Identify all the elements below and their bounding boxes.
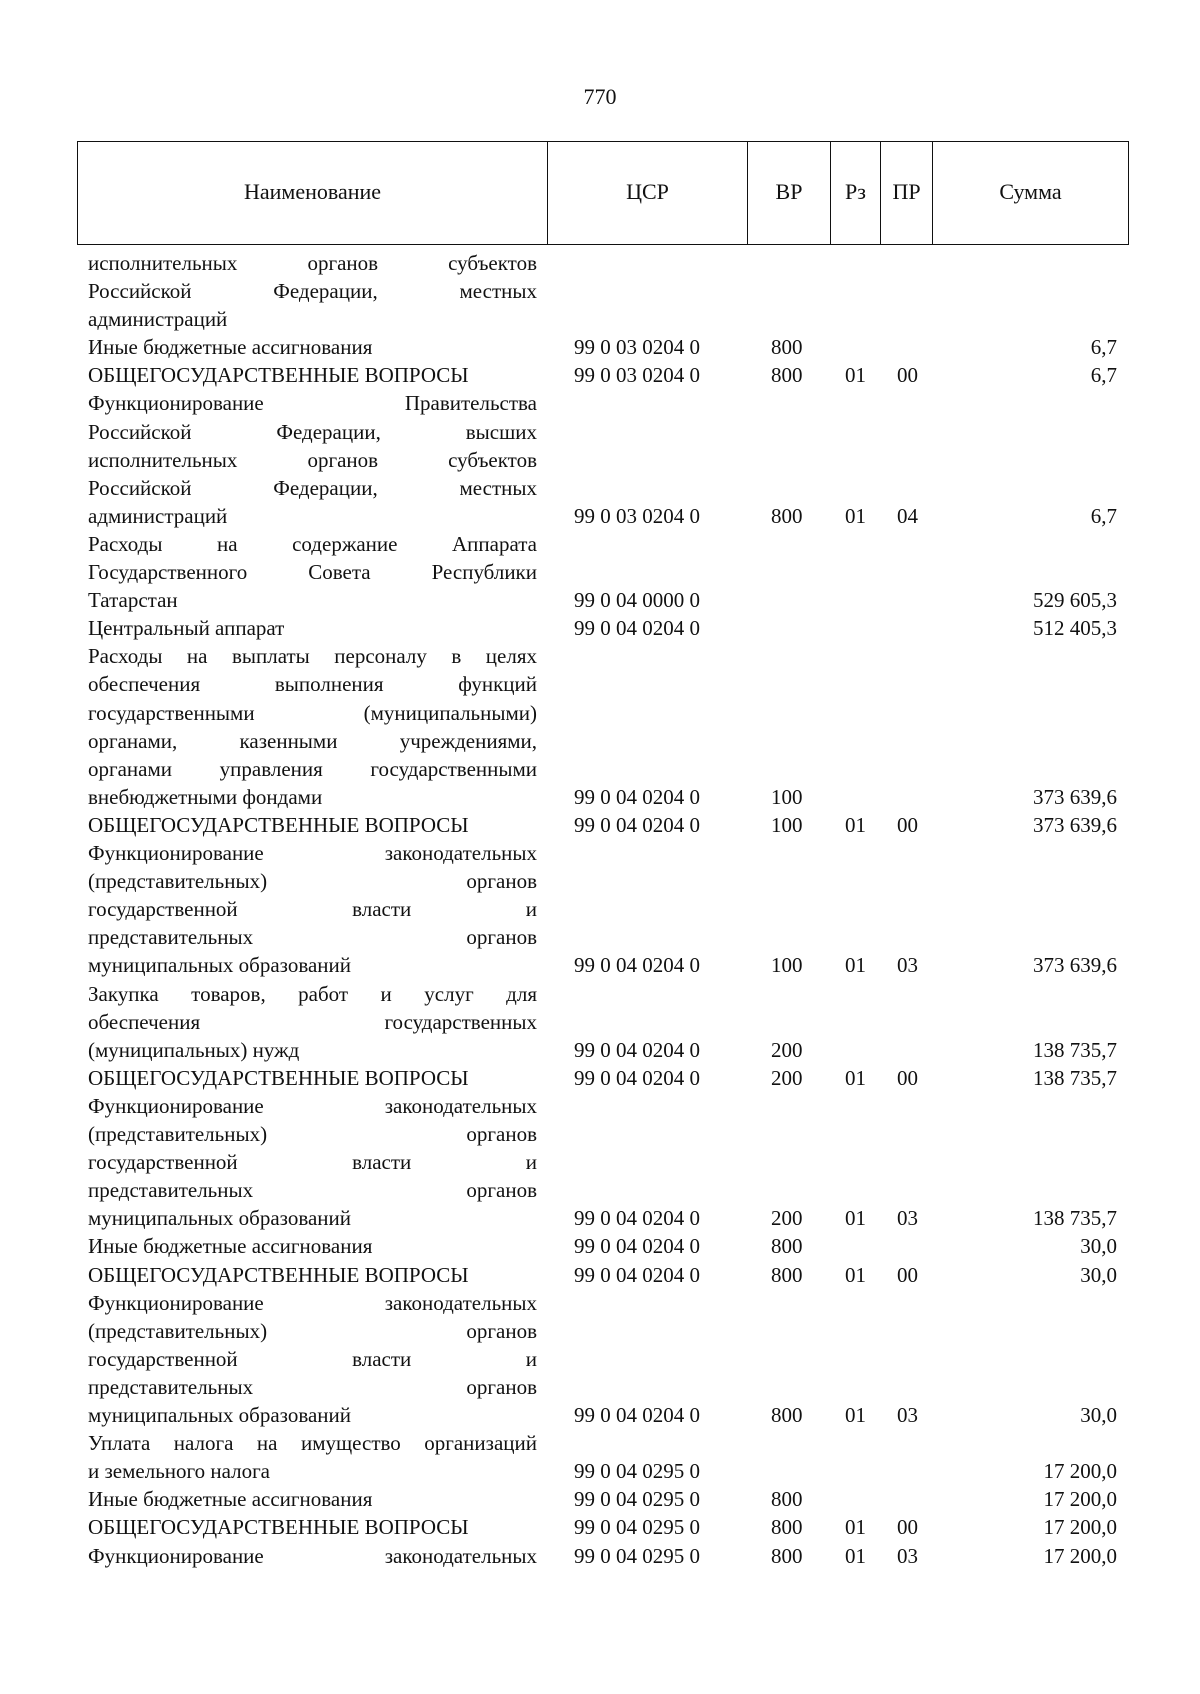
- row-name-line: представительных органов: [88, 1374, 537, 1399]
- row-name-line: Функционирование законодательных: [88, 841, 537, 866]
- row-name-line: администраций: [88, 503, 228, 528]
- row-rz: 01: [845, 1403, 866, 1428]
- row-name: [88, 1429, 537, 1485]
- row-vr: 100: [771, 953, 803, 978]
- row-pr: 00: [897, 363, 918, 388]
- row-rz: 01: [845, 812, 866, 837]
- row-csr: 99 0 04 0204 0: [574, 784, 700, 809]
- row-sum: 373 639,6: [1033, 953, 1117, 978]
- header-name: Наименование: [78, 142, 548, 244]
- row-csr: 99 0 04 0295 0: [574, 1487, 700, 1512]
- row-pr: 03: [897, 1403, 918, 1428]
- row-csr: 99 0 04 0204 0: [574, 1403, 700, 1428]
- row-name: [88, 1092, 537, 1232]
- row-csr: 99 0 03 0204 0: [574, 503, 700, 528]
- row-vr: 800: [771, 1234, 803, 1259]
- row-sum: 373 639,6: [1033, 812, 1117, 837]
- row-name: [88, 614, 537, 642]
- row-name-line: Иные бюджетные ассигнования: [88, 1234, 373, 1259]
- row-name-line: органами, казенными учреждениями,: [88, 728, 537, 753]
- row-rz: 01: [845, 1543, 866, 1568]
- table-row: [0, 1092, 1200, 1233]
- row-sum: 17 200,0: [1043, 1459, 1117, 1484]
- row-sum: 17 200,0: [1043, 1487, 1117, 1512]
- row-name-line: государственными (муниципальными): [88, 700, 537, 725]
- row-name: [88, 333, 537, 361]
- row-vr: 100: [771, 812, 803, 837]
- row-name-line: муниципальных образований: [88, 1206, 351, 1231]
- row-sum: 138 735,7: [1033, 1206, 1117, 1231]
- row-sum: 512 405,3: [1033, 616, 1117, 641]
- row-sum: 6,7: [1090, 503, 1117, 528]
- row-name: [88, 980, 537, 1064]
- row-rz: 01: [845, 1065, 866, 1090]
- row-name-line: Центральный аппарат: [88, 616, 285, 641]
- row-name: [88, 811, 537, 839]
- row-name: [88, 1232, 537, 1260]
- table-row: [0, 614, 1200, 642]
- table-row: [0, 1542, 1200, 1570]
- row-vr: 800: [771, 503, 803, 528]
- table-row: [0, 811, 1200, 839]
- row-sum: 529 605,3: [1033, 588, 1117, 613]
- row-rz: 01: [845, 953, 866, 978]
- row-name: [88, 361, 537, 389]
- row-name: [88, 1485, 537, 1513]
- table-row: [0, 642, 1200, 811]
- row-name-line: ОБЩЕГОСУДАРСТВЕННЫЕ ВОПРОСЫ: [88, 363, 469, 388]
- row-name: [88, 642, 537, 811]
- row-name-line: (представительных) органов: [88, 869, 537, 894]
- row-name-line: муниципальных образований: [88, 1403, 351, 1428]
- header-sum: Сумма: [999, 179, 1062, 204]
- row-sum: 17 200,0: [1043, 1543, 1117, 1568]
- row-csr: 99 0 04 0204 0: [574, 812, 700, 837]
- row-name-line: ОБЩЕГОСУДАРСТВЕННЫЕ ВОПРОСЫ: [88, 812, 469, 837]
- row-name-line: (муниципальных) нужд: [88, 1037, 300, 1062]
- table-row: [0, 333, 1200, 361]
- row-csr: 99 0 04 0204 0: [574, 1262, 700, 1287]
- row-pr: 00: [897, 1515, 918, 1540]
- row-sum: 30,0: [1080, 1262, 1117, 1287]
- row-pr: 04: [897, 503, 918, 528]
- table-row: [0, 1232, 1200, 1260]
- row-csr: 99 0 04 0204 0: [574, 616, 700, 641]
- row-name-line: Российской Федерации, местных: [88, 475, 537, 500]
- budget-table-body: [0, 249, 1200, 1570]
- row-name: [88, 1542, 537, 1570]
- row-name-line: и земельного налога: [88, 1459, 271, 1484]
- row-csr: 99 0 03 0204 0: [574, 363, 700, 388]
- row-name-line: Российской Федерации, местных: [88, 279, 537, 304]
- row-name-line: Функционирование законодательных: [88, 1290, 537, 1315]
- row-sum: 373 639,6: [1033, 784, 1117, 809]
- row-pr: 00: [897, 1262, 918, 1287]
- page-number: 770: [583, 84, 617, 109]
- row-name-line: Российской Федерации, высших: [88, 419, 537, 444]
- table-row: [0, 249, 1200, 333]
- row-name-line: Татарстан: [88, 588, 178, 613]
- row-pr: 03: [897, 953, 918, 978]
- row-name-line: ОБЩЕГОСУДАРСТВЕННЫЕ ВОПРОСЫ: [88, 1515, 469, 1540]
- row-vr: 800: [771, 363, 803, 388]
- row-pr: 03: [897, 1206, 918, 1231]
- row-pr: 00: [897, 1065, 918, 1090]
- row-name-line: государственной власти и: [88, 897, 537, 922]
- row-name-line: Функционирование законодательных: [88, 1093, 537, 1118]
- table-header: [77, 141, 1129, 245]
- row-csr: 99 0 04 0295 0: [574, 1515, 700, 1540]
- row-csr: 99 0 04 0295 0: [574, 1543, 700, 1568]
- table-row: [0, 389, 1200, 530]
- row-name-line: Закупка товаров, работ и услуг для: [88, 981, 537, 1006]
- row-vr: 800: [771, 1515, 803, 1540]
- row-vr: 800: [771, 1487, 803, 1512]
- table-row: [0, 1485, 1200, 1513]
- row-name-line: обеспечения государственных: [88, 1009, 537, 1034]
- row-vr: 200: [771, 1206, 803, 1231]
- row-name-line: органами управления государственными: [88, 756, 537, 781]
- row-rz: 01: [845, 503, 866, 528]
- row-name: [88, 1064, 537, 1092]
- row-name-line: ОБЩЕГОСУДАРСТВЕННЫЕ ВОПРОСЫ: [88, 1262, 469, 1287]
- row-name-line: (представительных) органов: [88, 1122, 537, 1147]
- row-name-line: представительных органов: [88, 925, 537, 950]
- row-name: [88, 389, 537, 529]
- row-sum: 138 735,7: [1033, 1065, 1117, 1090]
- row-name-line: Функционирование Правительства: [88, 391, 537, 416]
- header-pr: ПР: [881, 142, 933, 244]
- row-name-line: Расходы на содержание Аппарата: [88, 531, 537, 556]
- table-row: [0, 1064, 1200, 1092]
- row-name-line: исполнительных органов субъектов: [88, 447, 537, 472]
- row-name: [88, 530, 537, 614]
- row-name-line: Расходы на выплаты персоналу в целях: [88, 644, 537, 669]
- row-name: [88, 1261, 537, 1289]
- row-sum: 30,0: [1080, 1234, 1117, 1259]
- row-sum: 6,7: [1090, 363, 1117, 388]
- row-name-line: Иные бюджетные ассигнования: [88, 1487, 373, 1512]
- row-csr: 99 0 04 0204 0: [574, 1037, 700, 1062]
- row-csr: 99 0 04 0295 0: [574, 1459, 700, 1484]
- row-csr: 99 0 04 0204 0: [574, 1206, 700, 1231]
- row-pr: 03: [897, 1543, 918, 1568]
- row-name-line: государственной власти и: [88, 1150, 537, 1175]
- header-vr: ВР: [748, 142, 831, 244]
- row-name: [88, 839, 537, 979]
- row-csr: 99 0 04 0000 0: [574, 588, 700, 613]
- table-row: [0, 1289, 1200, 1430]
- row-pr: 00: [897, 812, 918, 837]
- row-name-line: муниципальных образований: [88, 953, 351, 978]
- table-row: [0, 980, 1200, 1064]
- row-csr: 99 0 04 0204 0: [574, 1234, 700, 1259]
- row-csr: 99 0 04 0204 0: [574, 953, 700, 978]
- row-name-line: представительных органов: [88, 1178, 537, 1203]
- row-name-line: Функционирование законодательных: [88, 1543, 537, 1568]
- row-name-line: внебюджетными фондами: [88, 784, 323, 809]
- row-vr: 200: [771, 1037, 803, 1062]
- row-name-line: Государственного Совета Республики: [88, 560, 537, 585]
- row-sum: 30,0: [1080, 1403, 1117, 1428]
- row-name-line: Иные бюджетные ассигнования: [88, 335, 373, 360]
- row-rz: 01: [845, 363, 866, 388]
- table-row: [0, 530, 1200, 614]
- row-sum: 6,7: [1090, 335, 1117, 360]
- row-csr: 99 0 04 0204 0: [574, 1065, 700, 1090]
- row-sum: 138 735,7: [1033, 1037, 1117, 1062]
- row-rz: 01: [845, 1262, 866, 1287]
- row-name-line: обеспечения выполнения функций: [88, 672, 537, 697]
- row-rz: 01: [845, 1206, 866, 1231]
- row-name-line: ОБЩЕГОСУДАРСТВЕННЫЕ ВОПРОСЫ: [88, 1065, 469, 1090]
- row-name: [88, 1513, 537, 1541]
- table-row: [0, 1513, 1200, 1541]
- row-vr: 800: [771, 1262, 803, 1287]
- row-name-line: исполнительных органов субъектов: [88, 251, 537, 275]
- row-csr: 99 0 03 0204 0: [574, 335, 700, 360]
- row-name-line: администраций: [88, 307, 228, 332]
- row-vr: 800: [771, 1403, 803, 1428]
- header-csr: ЦСР: [548, 142, 748, 244]
- row-name-line: (представительных) органов: [88, 1318, 537, 1343]
- row-rz: 01: [845, 1515, 866, 1540]
- row-name: [88, 249, 537, 333]
- row-sum: 17 200,0: [1043, 1515, 1117, 1540]
- table-row: [0, 1429, 1200, 1485]
- table-row: [0, 1261, 1200, 1289]
- row-name: [88, 1289, 537, 1429]
- row-vr: 800: [771, 1543, 803, 1568]
- row-vr: 200: [771, 1065, 803, 1090]
- table-row: [0, 361, 1200, 389]
- row-name-line: Уплата налога на имущество организаций: [88, 1431, 537, 1456]
- row-vr: 800: [771, 335, 803, 360]
- row-vr: 100: [771, 784, 803, 809]
- table-row: [0, 839, 1200, 980]
- row-name-line: государственной власти и: [88, 1346, 537, 1371]
- header-rz: Рз: [831, 142, 881, 244]
